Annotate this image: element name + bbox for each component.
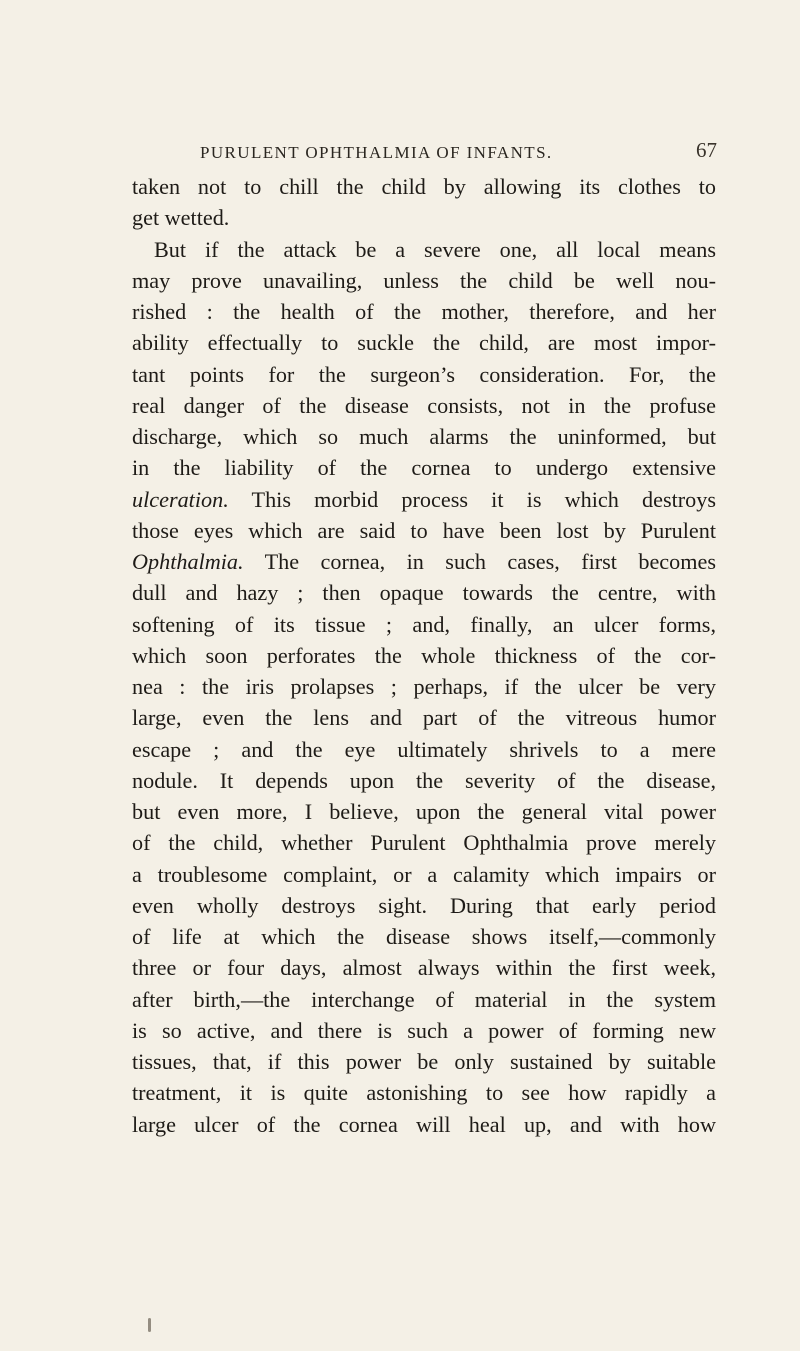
text-line: But if the attack be a severe one, all local means	[154, 236, 716, 262]
text-line: get wetted.	[132, 205, 230, 231]
text-line: real danger of the disease consists, not in the profuse	[132, 392, 716, 418]
text-line: is so active, and there is such a power of forming new	[132, 1017, 716, 1043]
text-line: of life at which the disease shows itself,—commonly	[132, 924, 716, 949]
text-line: tissues, that, if this power be only sustained by suitable	[132, 1049, 716, 1074]
ink-speck	[148, 1318, 151, 1332]
italic-word: Ophthalmia.	[132, 549, 244, 574]
text-line: even wholly destroys sight. During that early period	[132, 892, 716, 918]
text-line: after birth,—the interchange of material in the system	[132, 986, 716, 1012]
running-head: PURULENT OPHTHALMIA OF INFANTS.	[200, 143, 553, 162]
body-text	[132, 171, 716, 1140]
text-line: three or four days, almost always within the first week,	[132, 955, 716, 981]
text-line: a troublesome complaint, or a calamity which impairs or	[132, 861, 716, 887]
text-line: but even more, I believe, upon the general vital power	[132, 799, 716, 824]
text-line: dull and hazy ; then opaque towards the centre, with	[132, 580, 716, 606]
page-number: 67	[696, 138, 717, 162]
text-line: escape ; and the eye ultimately shrivels to a mere	[132, 736, 716, 762]
text-line: nodule. It depends upon the severity of the disease,	[132, 767, 716, 793]
text-line: of the child, whether Purulent Ophthalmia prove merely	[132, 830, 716, 856]
text-line-italic-lead	[132, 546, 716, 577]
text-run: The cornea, in such cases, first becomes	[243, 549, 716, 574]
italic-word: ulceration.	[132, 486, 229, 512]
text-line: nea : the iris prolapses ; perhaps, if the ulcer be very	[132, 674, 716, 699]
text-line: may prove unavailing, unless the child be well nou-	[132, 267, 716, 293]
text-line: large, even the lens and part of the vitreous humor	[132, 705, 716, 731]
text-run: This morbid process it is which destroys	[228, 486, 716, 512]
text-line: those eyes which are said to have been lost by Purulent	[132, 517, 716, 543]
text-line: ability effectually to suckle the child, are most impor-	[132, 330, 716, 356]
text-line: softening of its tissue ; and, finally, an ulcer forms,	[132, 611, 716, 637]
text-line: in the liability of the cornea to undergo extensive	[132, 455, 716, 481]
text-line: large ulcer of the cornea will heal up, and with how	[132, 1111, 716, 1137]
text-line: treatment, it is quite astonishing to see how rapidly a	[132, 1080, 716, 1106]
text-line: rished : the health of the mother, therefore, and her	[132, 299, 716, 324]
text-line: tant points for the surgeon’s consideration. For, the	[132, 361, 716, 387]
text-line: taken not to chill the child by allowing its clothes to	[132, 174, 716, 199]
text-line: which soon perforates the whole thickness of the cor-	[132, 642, 716, 668]
text-line-italic-lead	[132, 484, 716, 515]
text-line: discharge, which so much alarms the uninformed, but	[132, 424, 716, 449]
